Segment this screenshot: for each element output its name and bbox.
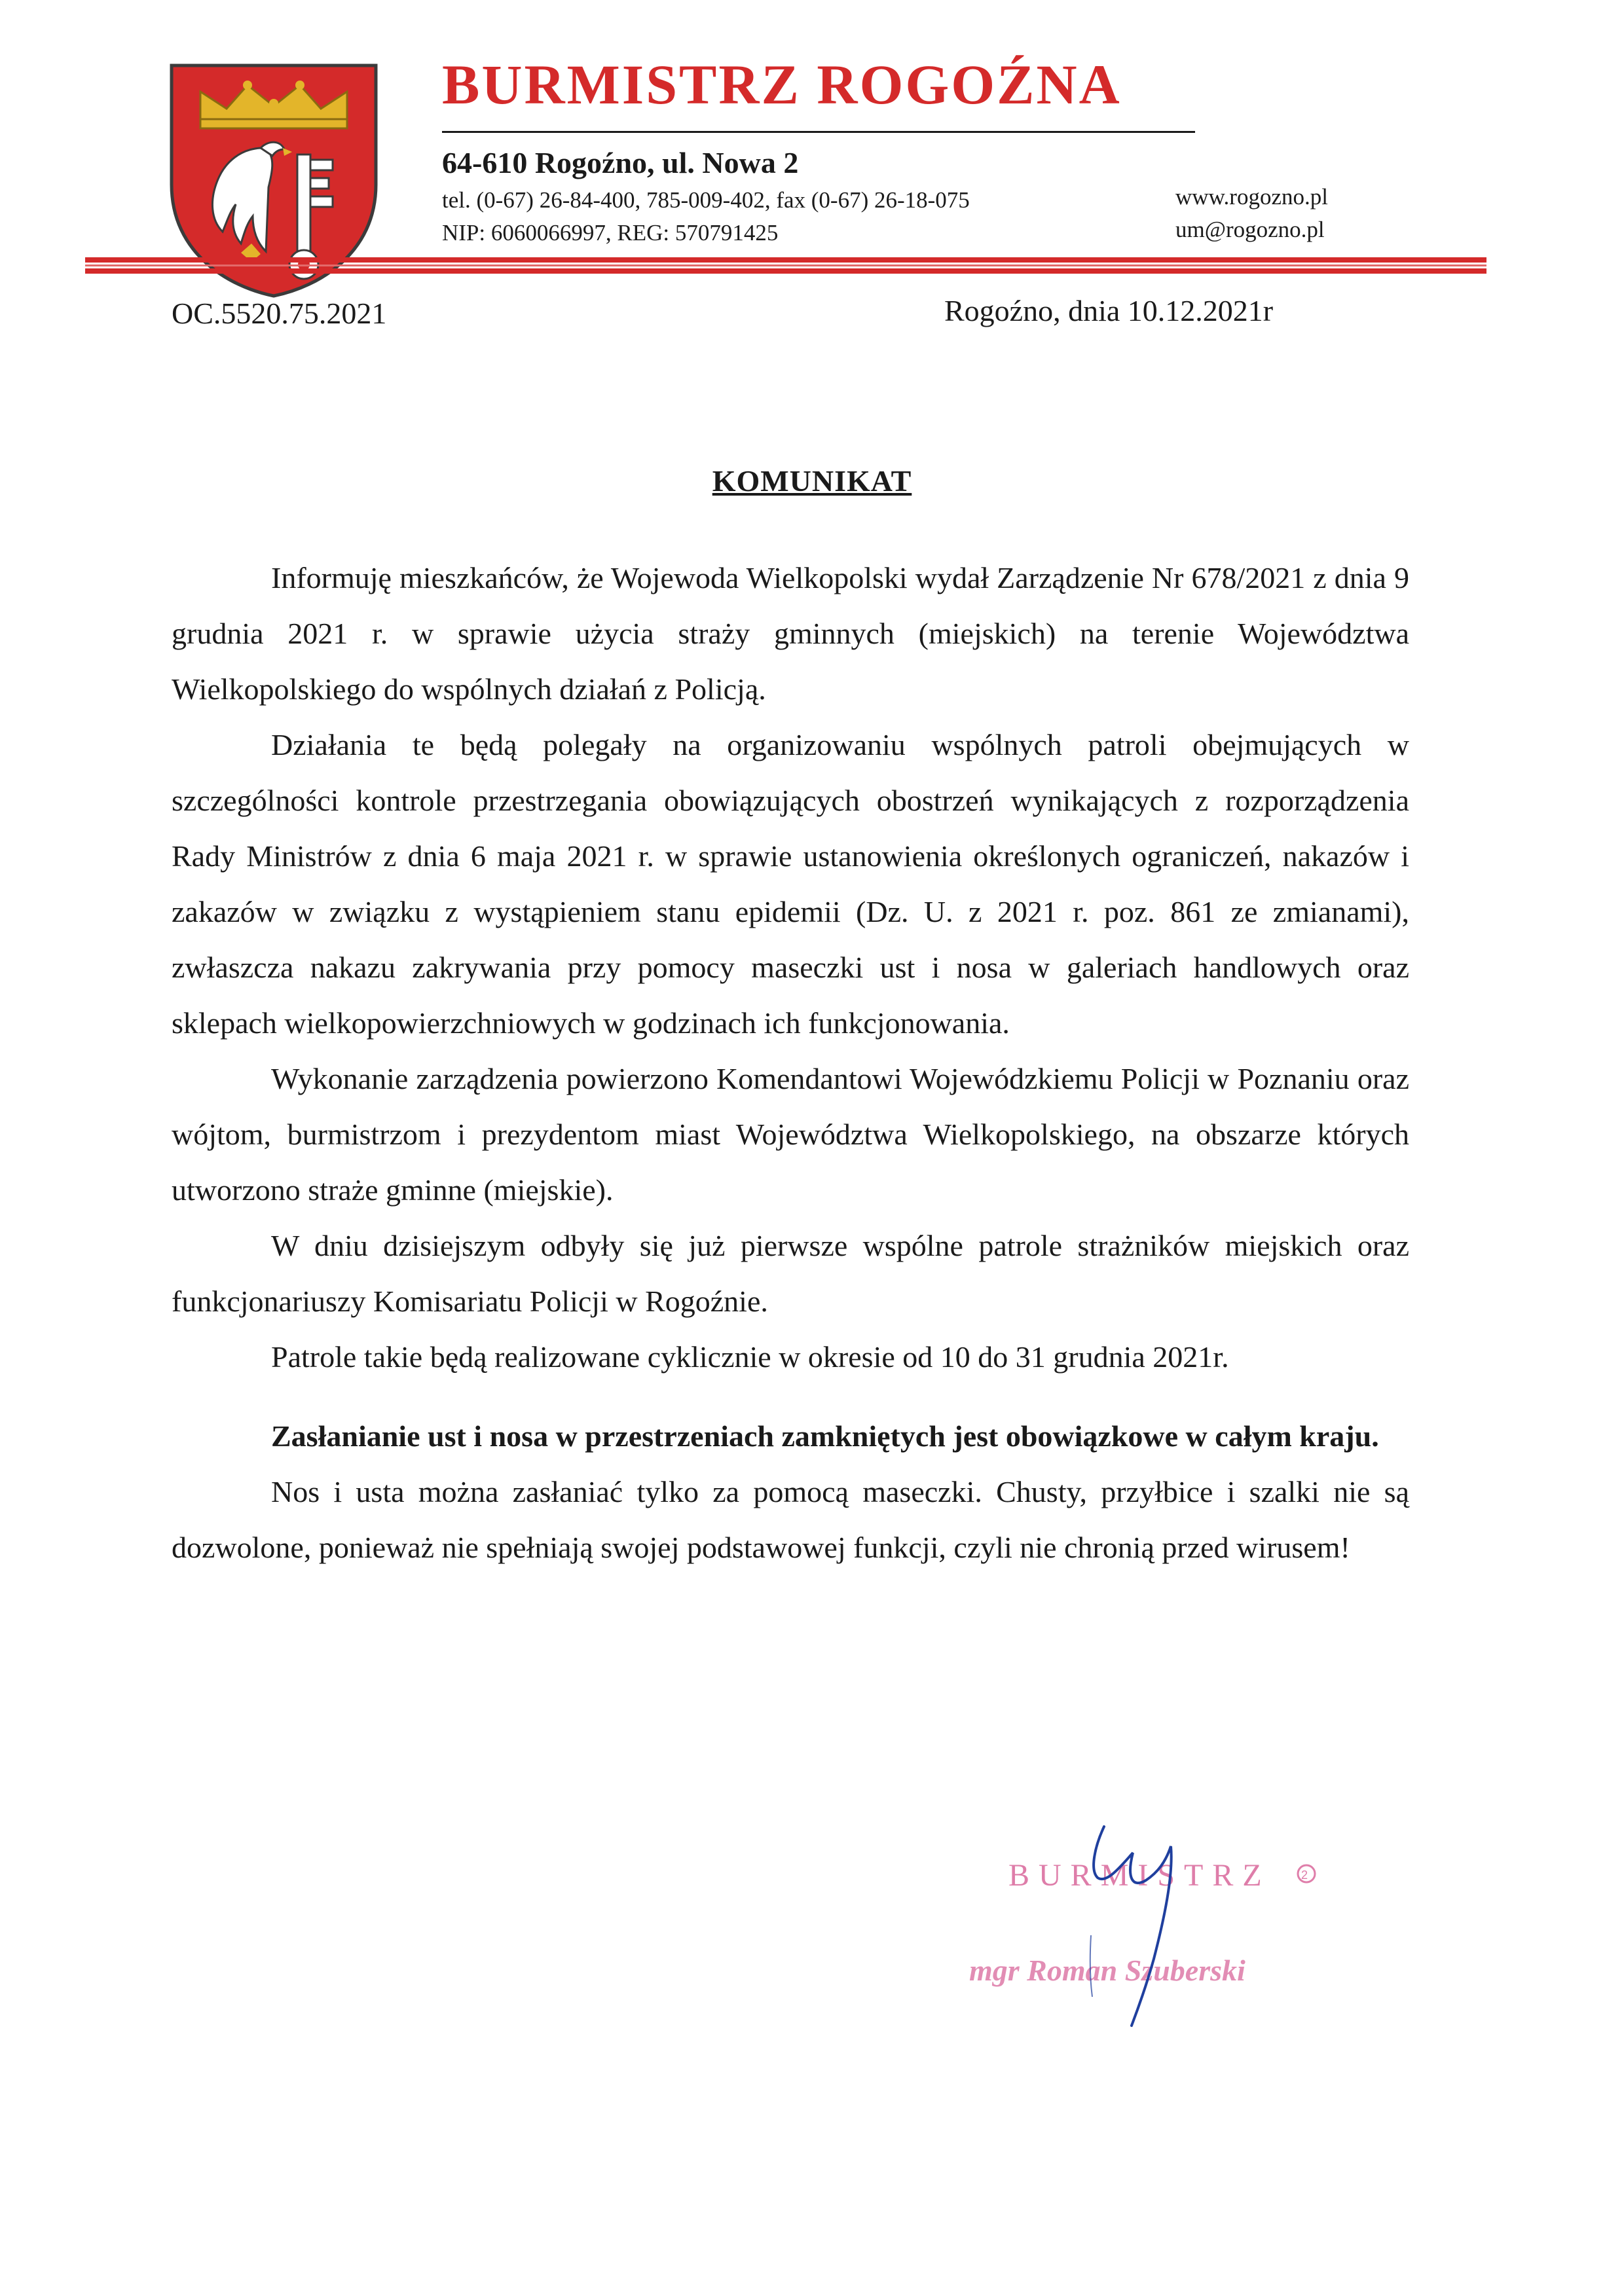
contact-block — [442, 184, 970, 249]
svg-text:2: 2 — [1301, 1868, 1308, 1882]
announcement-body — [172, 550, 1409, 1575]
stamp-name: mgr Roman Szuberski — [969, 1954, 1246, 1987]
header-divider — [85, 268, 1486, 274]
paragraph: W dniu dzisiejszym odbyły się już pierwsze wspólne patrole strażników miejskich oraz funkcjonariuszy Komisariatu Policji w Rogoźnie. — [172, 1229, 1409, 1318]
website-link[interactable]: www.rogozno.pl — [1175, 184, 1328, 210]
title-underline — [442, 131, 1195, 133]
letterhead-title: BURMISTRZ ROGOŹNA — [442, 53, 1122, 116]
letter-date: Rogoźno, dnia 10.12.2021r — [944, 294, 1274, 327]
paragraph: Informuję mieszkańców, że Wojewoda Wielkopolski wydał Zarządzenie Nr 678/2021 z dnia 9 grudnia 2021 r. w sprawie użycia straży gminnych (miejskich) na terenie Województwa Wielkopolskiego do wspólnych działań z Policją. — [172, 561, 1409, 706]
document-heading: KOMUNIKAT — [712, 464, 912, 498]
header-divider — [85, 257, 1486, 263]
header-divider — [85, 264, 1486, 266]
tax-id-line: NIP: 6060066997, REG: 570791425 — [442, 220, 779, 246]
office-address: 64-610 Rogoźno, ul. Nowa 2 — [442, 146, 799, 179]
web-contact-block — [1175, 181, 1328, 246]
paragraph: Działania te będą polegały na organizowaniu wspólnych patroli obejmujących w szczególności kontrole przestrzegania obowiązujących obostrzeń wynikających z rozporządzenia Rady Ministrów z dnia 6 maja 2021 r. w sprawie ustanowienia określonych ograniczeń, nakazów i zakazów w związku z wystąpieniem stanu epidemii (Dz. U. z 2021 r. poz. 861 ze zmianami), zwłaszcza nakazu zakrywania przy pomocy maseczki ust i nosa w galeriach handlowych oraz sklepach wielkopowierzchniowych w godzinach ich funkcjonowania. — [172, 728, 1409, 1040]
phone-line: tel. (0-67) 26-84-400, 785-009-402, fax (0-67) 26-18-075 — [442, 187, 970, 213]
emphasis-paragraph: Zasłanianie ust i nosa w przestrzeniach zamkniętych jest obowiązkowe w całym kraju. — [271, 1419, 1379, 1453]
signature — [1035, 1807, 1231, 2030]
paragraph: Wykonanie zarządzenia powierzono Komendantowi Wojewódzkiemu Policji w Poznaniu oraz wójtom, burmistrzom i prezydentom miast Województwa Wielkopolskiego, na obszarze których utworzono straże gminne (miejskie). — [172, 1062, 1409, 1207]
closing-paragraph: Nos i usta można zasłaniać tylko za pomocą maseczki. Chusty, przyłbice i szalki nie są dozwolone, ponieważ nie spełniają swojej podstawowej funkcji, czyli nie chronią przed wirusem! — [172, 1475, 1409, 1564]
email-link[interactable]: um@rogozno.pl — [1175, 217, 1325, 242]
reference-number: OC.5520.75.2021 — [172, 297, 387, 330]
rogozno-coat-of-arms — [162, 56, 385, 300]
stamp-title: BURMISTRZ — [1008, 1858, 1271, 1893]
paragraph: Patrole takie będą realizowane cyklicznie w okresie od 10 do 31 grudnia 2021r. — [271, 1340, 1229, 1374]
